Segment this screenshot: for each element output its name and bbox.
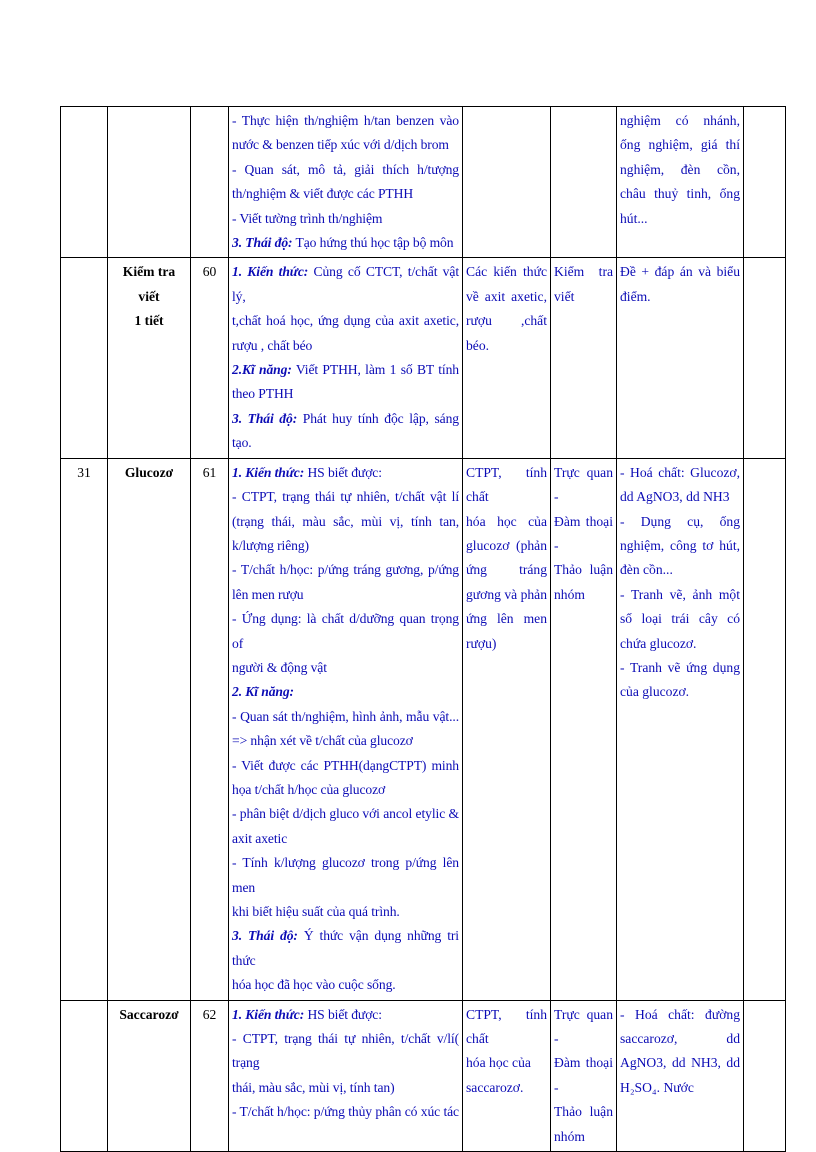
equipment-line — [620, 558, 740, 582]
key-knowledge-cell — [463, 1000, 551, 1151]
line-text: saccarozơ. — [466, 1079, 524, 1095]
content-line — [232, 924, 459, 973]
equipment-line — [620, 285, 740, 309]
key-knowledge-cell — [463, 258, 551, 458]
line-text: Đề + đáp án và biểu — [620, 264, 740, 280]
line-text: Tạo hứng thú học tập bộ môn — [292, 235, 454, 251]
week-cell — [61, 107, 108, 258]
lesson-cell — [108, 107, 191, 258]
method-line — [554, 583, 613, 607]
line-text: nghiệm, đèn cồn, — [620, 161, 740, 177]
section-heading: 2. Kĩ năng: — [232, 684, 294, 700]
equipment-line — [620, 583, 740, 607]
line-text: nhóm — [554, 1128, 585, 1144]
line-text: - Ứng dụng: là chất d/dưỡng quan trọng of — [232, 611, 459, 651]
period-cell-text: 62 — [202, 1006, 217, 1022]
line-text: gương và phản — [466, 586, 547, 602]
knowledge-line — [466, 309, 547, 358]
period-cell-text: 61 — [202, 464, 217, 480]
lesson-title-line: Kiểm tra viết — [122, 264, 176, 304]
content-line — [232, 358, 459, 382]
equipment-line — [620, 485, 740, 509]
content-line — [232, 607, 459, 656]
section-heading: 3. Thái độ: — [232, 235, 293, 251]
lesson-cell — [108, 458, 191, 1000]
knowledge-line — [466, 607, 547, 631]
line-text: rượu) — [466, 635, 497, 651]
line-text: (trạng thái, màu sắc, mùi vị, tính tan, — [232, 513, 459, 529]
content-line — [232, 407, 459, 456]
knowledge-line — [466, 632, 547, 656]
period-cell — [191, 458, 229, 1000]
equipment-line — [620, 1003, 740, 1027]
period-cell — [191, 1000, 229, 1151]
note-cell — [744, 1000, 786, 1151]
content-line — [232, 207, 459, 231]
method-line — [554, 285, 613, 309]
content-line — [232, 973, 459, 997]
content-line — [232, 802, 459, 826]
line-text: - Quan sát, mô tả, giải thích h/tượng — [232, 161, 459, 177]
line-text: - Hoá chất: Glucozơ, — [620, 464, 740, 480]
line-text: - CTPT, trạng thái tự nhiên, t/chất vật lí — [232, 489, 459, 505]
line-text: điểm. — [620, 288, 651, 304]
content-line — [232, 485, 459, 509]
method-line — [554, 1003, 613, 1052]
line-text: hóa học của — [466, 513, 547, 529]
knowledge-line — [466, 510, 547, 534]
line-text: ứng tráng — [466, 562, 547, 578]
line-text: Củng cố CTCT, t/chất vật lý, — [232, 264, 459, 304]
objectives-cell — [229, 458, 463, 1000]
content-line — [232, 109, 459, 133]
equipment-cell — [617, 107, 744, 258]
line-text: HS biết được: — [304, 1006, 382, 1022]
content-line — [232, 158, 459, 182]
section-heading: 1. Kiến thức: — [232, 464, 305, 480]
lesson-cell — [108, 1000, 191, 1151]
line-text: - CTPT, trạng thái tự nhiên, t/chất v/lí( trạng — [232, 1031, 459, 1071]
line-text: nghiệm, công tơ hút, — [620, 537, 740, 553]
content-line — [232, 133, 459, 157]
line-text: chứa glucozơ. — [620, 635, 697, 651]
line-text: - Viết tường trình th/nghiệm — [232, 210, 383, 226]
content-line — [232, 182, 459, 206]
objectives-cell — [229, 258, 463, 458]
method-line — [554, 260, 613, 284]
line-text: AgNO3, dd NH3, dd — [620, 1055, 740, 1071]
equipment-line — [620, 680, 740, 704]
line-text: viết — [554, 288, 575, 304]
key-knowledge-cell — [463, 458, 551, 1000]
objectives-cell — [229, 1000, 463, 1151]
content-line — [232, 827, 459, 851]
equipment-line — [620, 461, 740, 485]
line-text: hóa học đã học vào cuộc sống. — [232, 977, 396, 993]
knowledge-line — [466, 583, 547, 607]
lesson-cell — [108, 258, 191, 458]
method-line — [554, 1051, 613, 1100]
method-cell — [551, 458, 617, 1000]
line-text: - Thực hiện th/nghiệm h/tan benzen vào — [232, 113, 459, 128]
objectives-cell — [229, 107, 463, 258]
line-text: Ý thức vận dụng những tri thức — [232, 928, 459, 968]
line-text: - Tranh vẽ ứng dụng — [620, 659, 740, 675]
week-cell-text: 31 — [77, 464, 91, 480]
line-text: theo PTHH — [232, 386, 294, 402]
line-text: rượu , chất béo — [232, 337, 313, 353]
line-text: Đàm thoại - — [554, 513, 613, 553]
week-cell — [61, 258, 108, 458]
line-text: của glucozơ. — [620, 684, 690, 700]
method-line — [554, 1125, 613, 1149]
content-line — [232, 1100, 459, 1124]
equipment-line — [620, 158, 740, 182]
knowledge-line — [466, 260, 547, 284]
week-cell — [61, 458, 108, 1000]
line-text: Trực quan - — [554, 1006, 613, 1047]
content-line — [232, 334, 459, 358]
equipment-line — [620, 182, 740, 206]
knowledge-line — [466, 1076, 547, 1100]
method-cell — [551, 107, 617, 258]
equipment-cell — [617, 1000, 744, 1151]
period-cell — [191, 107, 229, 258]
knowledge-line — [466, 285, 547, 309]
line-text: - T/chất h/học: p/ứng tráng gương, p/ứng — [232, 562, 459, 578]
knowledge-line — [466, 461, 547, 510]
line-text: rượu ,chất béo. — [466, 313, 547, 353]
line-text: đèn cồn... — [620, 562, 673, 578]
line-text: t,chất hoá học, ứng dụng của axit axetic, — [232, 313, 459, 329]
content-line — [232, 851, 459, 900]
table-row — [61, 258, 786, 458]
method-line — [554, 510, 613, 559]
line-text: Kiểm tra — [554, 264, 613, 280]
period-cell-text: 60 — [202, 264, 217, 280]
equipment-cell — [617, 458, 744, 1000]
knowledge-line — [466, 558, 547, 582]
line-text: Các kiến thức — [466, 264, 547, 280]
line-text: Đàm thoại - — [554, 1055, 613, 1095]
line-text: dd AgNO3, dd NH3 — [620, 489, 730, 505]
note-cell — [744, 258, 786, 458]
line-text: về axit axetic, — [466, 288, 547, 304]
line-text: => nhận xét về t/chất của glucozơ — [232, 733, 413, 749]
content-line — [232, 510, 459, 534]
section-heading: 1. Kiến thức: — [232, 1006, 305, 1022]
line-text: - Quan sát th/nghiệm, hình ảnh, mẫu vật... — [232, 708, 459, 724]
table-row — [61, 458, 786, 1000]
equipment-line — [620, 1027, 740, 1051]
content-line — [232, 705, 459, 729]
line-text: thái, màu sắc, mùi vị, tính tan) — [232, 1079, 395, 1095]
equipment-line — [620, 656, 740, 680]
line-text: th/nghiệm & viết được các PTHH — [232, 186, 414, 202]
line-text: ứng lên men — [466, 611, 547, 627]
line-text: Thảo luận — [554, 562, 613, 578]
line-text: - Tính k/lượng glucozơ trong p/ứng lên men — [232, 855, 459, 895]
lesson-title-line: 1 tiết — [134, 313, 164, 329]
line-text: nước & benzen tiếp xúc với d/dịch brom — [232, 137, 449, 153]
content-line — [232, 680, 459, 704]
lesson-title-line: Saccarozơ — [119, 1006, 179, 1022]
content-line — [232, 778, 459, 802]
method-line — [554, 1100, 613, 1124]
line-text: khi biết hiệu suất của quá trình. — [232, 904, 400, 919]
line-text: - T/chất h/học: p/ứng thủy phân có xúc tác — [232, 1104, 459, 1120]
content-line — [232, 754, 459, 778]
equipment-line — [620, 510, 740, 534]
method-cell — [551, 1000, 617, 1151]
line-text: nhóm — [554, 586, 585, 602]
equipment-line — [620, 1076, 740, 1100]
key-knowledge-cell — [463, 107, 551, 258]
line-text: ống nghiệm, giá thí — [620, 137, 740, 153]
content-line — [232, 656, 459, 680]
line-text: CTPT, tính chất — [466, 464, 547, 505]
knowledge-line — [466, 1003, 547, 1052]
line-text: glucozơ (phản — [466, 537, 547, 553]
content-line — [232, 558, 459, 582]
content-line — [232, 309, 459, 333]
content-line — [232, 729, 459, 753]
line-text: - Viết được các PTHH(dạngCTPT) minh — [232, 757, 459, 773]
line-text: - phân biệt d/dịch gluco với ancol etylic & — [232, 806, 459, 822]
line-text: Phát huy tính độc lập, sáng tạo. — [232, 410, 459, 451]
knowledge-line — [466, 1051, 547, 1075]
content-line — [232, 231, 459, 255]
lesson-plan-table — [60, 106, 786, 1152]
line-text: HS biết được: — [304, 464, 382, 480]
week-cell — [61, 1000, 108, 1151]
line-text: nghiệm có nhánh, — [620, 113, 740, 128]
equipment-line — [620, 207, 740, 231]
line-text: hóa học của — [466, 1055, 531, 1071]
line-text: lên men rượu — [232, 586, 304, 602]
equipment-line — [620, 632, 740, 656]
note-cell — [744, 458, 786, 1000]
line-text: Trực quan - — [554, 464, 613, 505]
line-text: CTPT, tính chất — [466, 1006, 547, 1047]
equipment-line — [620, 260, 740, 284]
table-row — [61, 107, 786, 258]
line-text: số loại trái cây có — [620, 611, 740, 627]
line-text: người & động vật — [232, 659, 327, 675]
note-cell — [744, 107, 786, 258]
section-heading: 1. Kiến thức: — [232, 264, 309, 280]
table-row — [61, 1000, 786, 1151]
equipment-cell — [617, 258, 744, 458]
section-heading: 3. Thái độ: — [232, 410, 298, 426]
content-line — [232, 1027, 459, 1076]
line-text: - Tranh vẽ, ảnh một — [620, 586, 740, 602]
line-text: Thảo luận — [554, 1104, 613, 1120]
method-line — [554, 558, 613, 582]
content-line — [232, 1076, 459, 1100]
line-text: Viết PTHH, làm 1 số BT tính — [291, 362, 459, 378]
method-cell — [551, 258, 617, 458]
content-line — [232, 260, 459, 309]
content-line — [232, 583, 459, 607]
line-text: hút... — [620, 210, 648, 226]
line-text: saccarozơ, dd — [620, 1031, 740, 1047]
section-heading: 3. Thái độ: — [232, 928, 298, 944]
equipment-line — [620, 1051, 740, 1075]
method-line — [554, 461, 613, 510]
equipment-line — [620, 133, 740, 157]
equipment-line — [620, 607, 740, 631]
period-cell — [191, 258, 229, 458]
content-line — [232, 461, 459, 485]
line-text: họa t/chất h/học của glucozơ — [232, 781, 386, 797]
line-text: - Dụng cụ, ống — [620, 513, 740, 529]
content-line — [232, 900, 459, 924]
equipment-line — [620, 534, 740, 558]
content-line — [232, 382, 459, 406]
line-text: H₂SO₄. Nước — [620, 1079, 694, 1095]
line-text: - Hoá chất: đường — [620, 1006, 740, 1022]
line-text: axit axetic — [232, 830, 288, 846]
line-text: k/lượng riêng) — [232, 537, 309, 553]
lesson-title-line: Glucozơ — [124, 464, 174, 480]
content-line — [232, 1003, 459, 1027]
line-text: châu thuỷ tinh, ống — [620, 186, 740, 202]
section-heading: 2.Kĩ năng: — [232, 362, 292, 378]
knowledge-line — [466, 534, 547, 558]
equipment-line — [620, 109, 740, 133]
content-line — [232, 534, 459, 558]
